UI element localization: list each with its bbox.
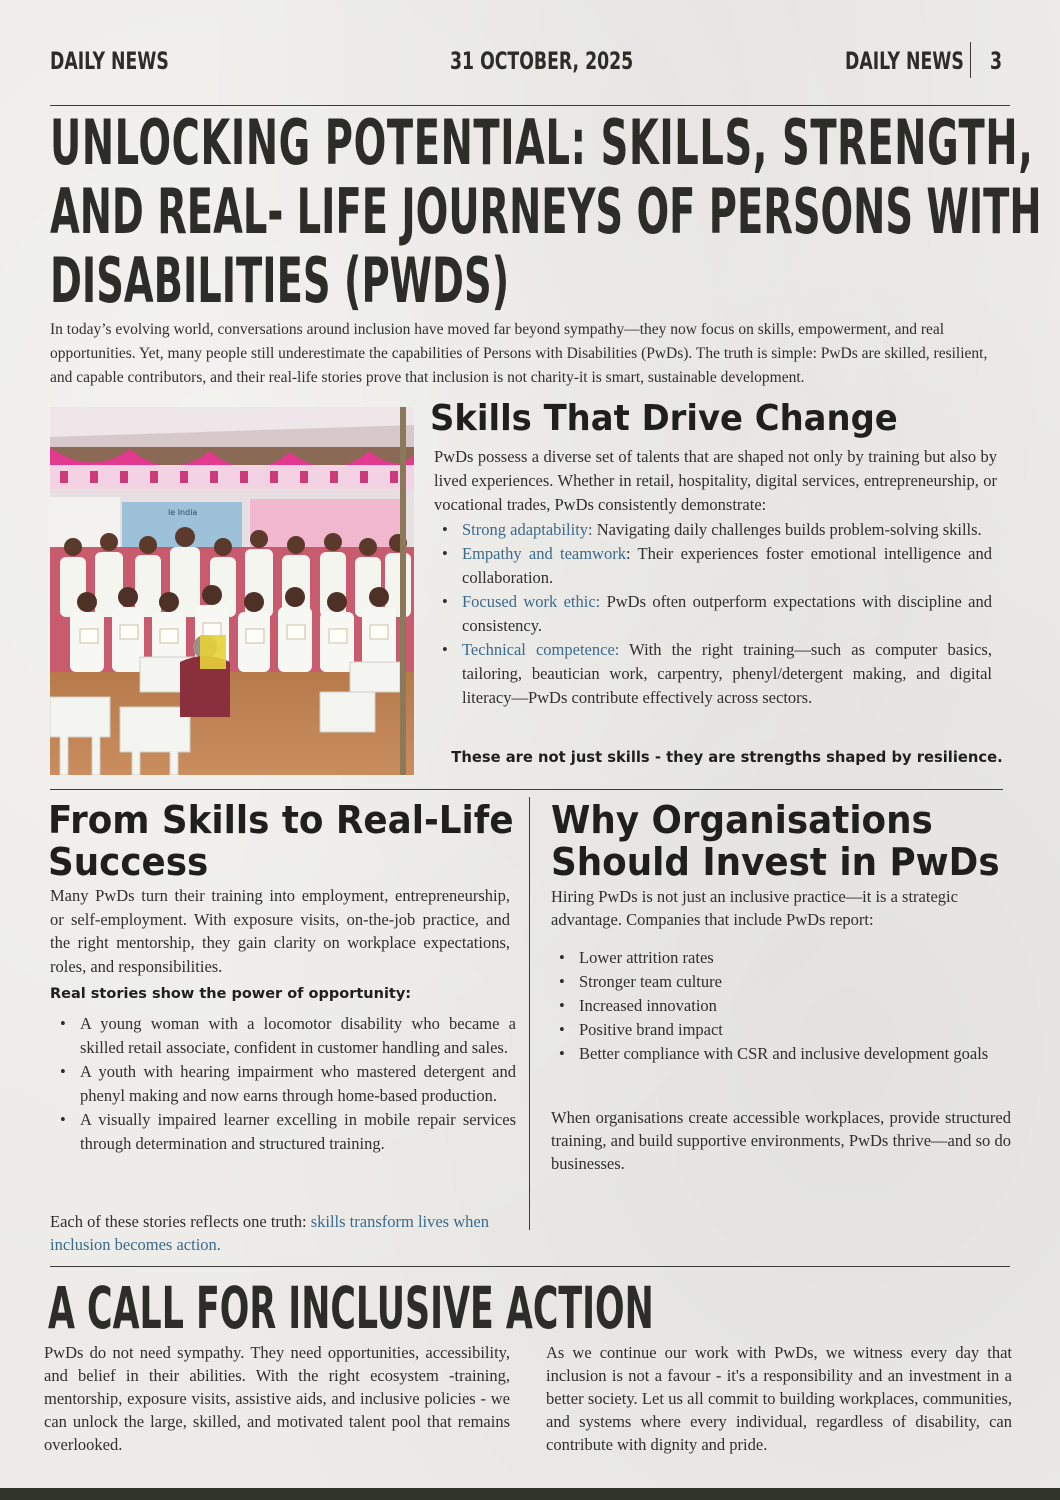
skills-body: PwDs possess a diverse set of talents that are shaped not only by training but also by lived experiences. Whether in retail, hospitality, digital services, entrepreneurship, or vocational trades, PwDs consistently demonstrate:: [434, 447, 997, 514]
skills-list: [434, 518, 992, 710]
masthead-right: DAILY NEWS: [845, 47, 964, 75]
call-left-paragraph: PwDs do not need sympathy. They need opportunities, accessibility, and belief in their abilities. With the right ecosystem -training, mentorship, exposure visits, assistive aids, and inclusive policies - we can unlock the large, skilled, and motivated talent pool that remains overlooked.: [44, 1343, 510, 1454]
success-heading: [48, 799, 514, 883]
benefit-item: • Lower attrition rates: [551, 946, 1006, 970]
call-right-paragraph: As we continue our work with PwDs, we witness every day that inclusion is not a favour - it's a responsibility and an investment in a better society. Let us all commit to building workplaces, communities, and systems where every individual, regardless of disability, can contribute with dignity and pride.: [546, 1343, 1012, 1454]
skills-item-teamwork: [434, 542, 992, 590]
banner-text: le India: [168, 508, 198, 517]
benefit-item: • Better compliance with CSR and inclusive development goals: [551, 1042, 1006, 1066]
success-closing-text: Each of these stories reflects one truth:: [50, 1212, 311, 1231]
headline-line-1: UNLOCKING POTENTIAL: SKILLS, STRENGTH,: [50, 106, 1034, 179]
success-heading-line-2: Success: [48, 840, 209, 884]
invest-closing: When organisations create accessible workplaces, provide structured training, and build supportive environments, PwDs thrive—and so do businesses.: [551, 1108, 1011, 1173]
skills-item-text: Navigating daily challenges builds problem-solving skills.: [592, 520, 982, 539]
issue-date: 31 OCTOBER, 2025: [450, 47, 634, 75]
header-divider: [970, 42, 971, 78]
skills-item-work-ethic: [434, 590, 992, 638]
skills-heading: Skills That Drive Change: [430, 398, 898, 439]
skills-item-text: : Their experiences foster emotional intelligence and collaboration.: [462, 544, 992, 587]
invest-heading: [551, 799, 1000, 883]
skills-item-term: Strong adaptability:: [462, 520, 593, 539]
section-rule-mid: [50, 789, 1003, 790]
success-subhead: Real stories show the power of opportunity:: [50, 986, 412, 1002]
success-closing-highlight: skills transform lives when inclusion becomes action.: [50, 1212, 489, 1254]
headline-line-2: AND REAL- LIFE JOURNEYS OF PERSONS WITH: [50, 175, 1042, 248]
benefit-item: • Increased innovation: [551, 994, 1006, 1018]
footer-bar: [0, 1488, 1060, 1500]
skills-item-text: PwDs often outperform expectations with discipline and consistency.: [462, 592, 992, 635]
benefits-list: [551, 946, 1006, 1066]
story-item: • A young woman with a locomotor disability who became a skilled retail associate, confident in customer handling and sales.: [52, 1012, 516, 1060]
skills-item-text: With the right training—such as computer basics, tailoring, beautician work, carpentry, phenyl/detergent making, and digital literacy—PwDs contribute effectively across sectors.: [462, 640, 992, 707]
skills-item-adaptability: [434, 518, 992, 542]
event-photo: [50, 407, 414, 775]
story-item: • A visually impaired learner excelling in mobile repair services through determination and structured training.: [52, 1108, 516, 1156]
section-rule-bottom: [50, 1266, 1010, 1267]
skills-item-term: Empathy and teamwork: [462, 544, 626, 563]
skills-item-term: Focused work ethic:: [462, 592, 601, 611]
skills-closing: These are not just skills - they are strengths shaped by resilience.: [451, 748, 1003, 766]
benefit-item: • Positive brand impact: [551, 1018, 1006, 1042]
story-item: • A youth with hearing impairment who mastered detergent and phenyl making and now earns through home-based production.: [52, 1060, 516, 1108]
page-number: 3: [990, 47, 1003, 75]
call-heading: A CALL FOR INCLUSIVE ACTION: [48, 1274, 654, 1342]
success-heading-line-1: From Skills to Real-Life: [48, 798, 514, 842]
success-body: Many PwDs turn their training into employment, entrepreneurship, or self-employment. With exposure visits, on-the-job practice, and the right mentorship, they gain clarity on workplace expectations, roles, and responsibilities.: [50, 886, 510, 976]
benefit-item: • Stronger team culture: [551, 970, 1006, 994]
stories-list: [52, 1012, 516, 1156]
skills-item-technical: [434, 638, 992, 710]
intro-paragraph: In today’s evolving world, conversations around inclusion have moved far beyond sympathy—they now focus on skills, empowerment, and real opportunities. Yet, many people still underestimate the capabilities of Persons with Disabilities (PwDs). The truth is simple: PwDs are skilled, resilient, and capable contributors, and their real-life stories prove that inclusion is not charity-it is smart, sustainable development.: [50, 321, 988, 386]
invest-body: Hiring PwDs is not just an inclusive practice—it is a strategic advantage. Companies that include PwDs report:: [551, 887, 958, 929]
masthead-left: DAILY NEWS: [50, 47, 169, 75]
event-photo-illustration: [50, 407, 414, 775]
invest-heading-line-1: Why Organisations: [551, 798, 933, 842]
skills-item-term: Technical competence:: [462, 640, 620, 659]
column-divider: [529, 797, 530, 1230]
success-closing: [50, 1210, 518, 1256]
headline-line-3: DISABILITIES (PWDS): [50, 244, 510, 317]
invest-heading-line-2: Should Invest in PwDs: [551, 840, 1000, 884]
